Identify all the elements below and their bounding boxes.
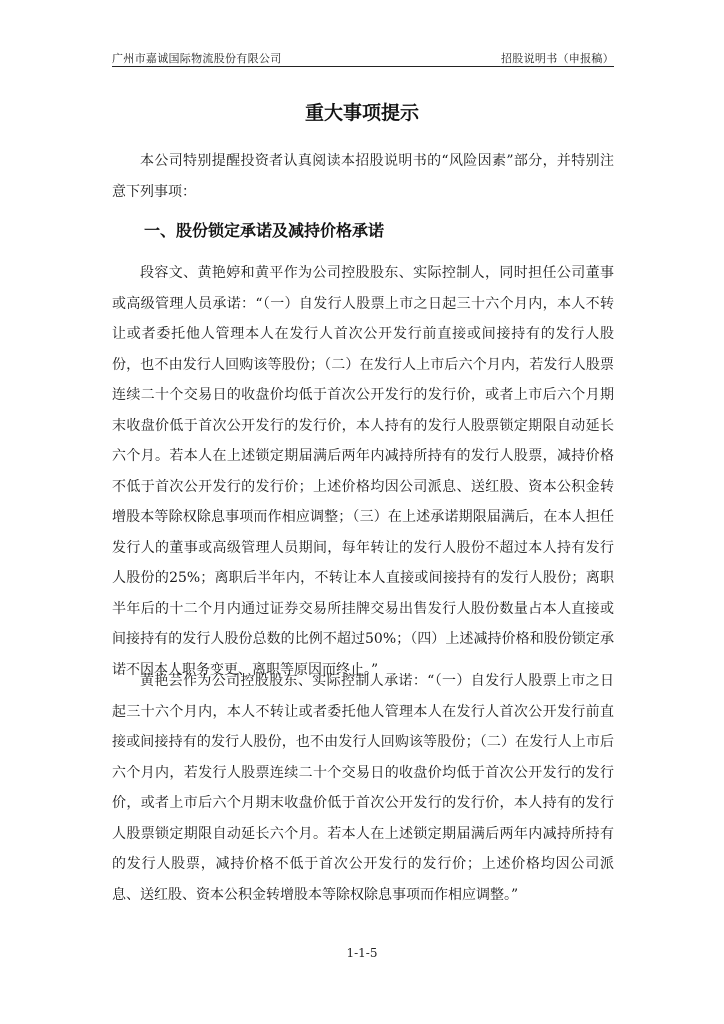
intro-text: 本公司特别提醒投资者认真阅读本招股说明书的“风险因素”部分，并特别注意下列事项： [112,153,614,200]
intro-paragraph [112,146,614,207]
company-name: 广州市嘉诚国际物流股份有限公司 [112,52,282,65]
paragraph-1-text: 段容文、黄艳婷和黄平作为公司控股股东、实际控制人，同时担任公司董事或高级管理人员承诺：“（一）自发行人股票上市之日起三十六个月内，本人不转让或者委托他人管理本人在发行人首次公开发行前直接或间接持有的发行人股份，也不由发行人回购该等股份；（二）在发行人上市后六个月内，若发行人股票连续二十个交易日的收盘价均低于首次公开发行的发行价，或者上市后六个月期末收盘价低于首次公开发行的发行价，本人持有的发行人股票锁定期限自动延长六个月。若本人在上述锁定期届满后两年内减持所持有的发行人股票，减持价格不低于首次公开发行的发行价；上述价格均因公司派息、送红股、资本公积金转增股本等除权除息事项而作相应调整；（三）在上述承诺期限届满后，在本人担任发行人的董事或高级管理人员期间，每年转让的发行人股份不超过本人持有发行人股份的25%；离职后半年内，不转让本人直接或间接持有的发行人股份；离职半年后的十二个月内通过证券交易所挂牌交易出售发行人股份数量占本人直接或间接持有的发行人股份总数的比例不超过50%；（四）上述减持价格和股份锁定承诺不因本人职务变更、离职等原因而终止。” [112,265,614,678]
page-title: 重大事项提示 [304,102,419,124]
section-heading: 一、股份锁定承诺及减持价格承诺 [144,221,385,240]
document-type: 招股说明书（申报稿） [501,52,614,65]
paragraph-2-text: 黄艳芸作为公司控股股东、实际控制人承诺：“（一）自发行人股票上市之日起三十六个月内，本人不转让或者委托他人管理本人在发行人首次公开发行前直接或间接持有的发行人股份，也不由发行人回购该等股份；（二）在发行人上市后六个月内，若发行人股票连续二十个交易日的收盘价均低于首次公开发行的发行价，或者上市后六个月期末收盘价低于首次公开发行的发行价，本人持有的发行人股票锁定期限自动延长六个月。若本人在上述锁定期届满后两年内减持所持有的发行人股票，减持价格不低于首次公开发行的发行价；上述价格均因公司派息、送红股、资本公积金转增股本等除权除息事项而作相应调整。” [112,673,614,903]
header-divider [112,66,614,67]
paragraph-2 [112,666,614,910]
paragraph-1 [112,258,614,685]
page-number: 1-1-5 [346,946,378,960]
page-header [112,46,614,66]
